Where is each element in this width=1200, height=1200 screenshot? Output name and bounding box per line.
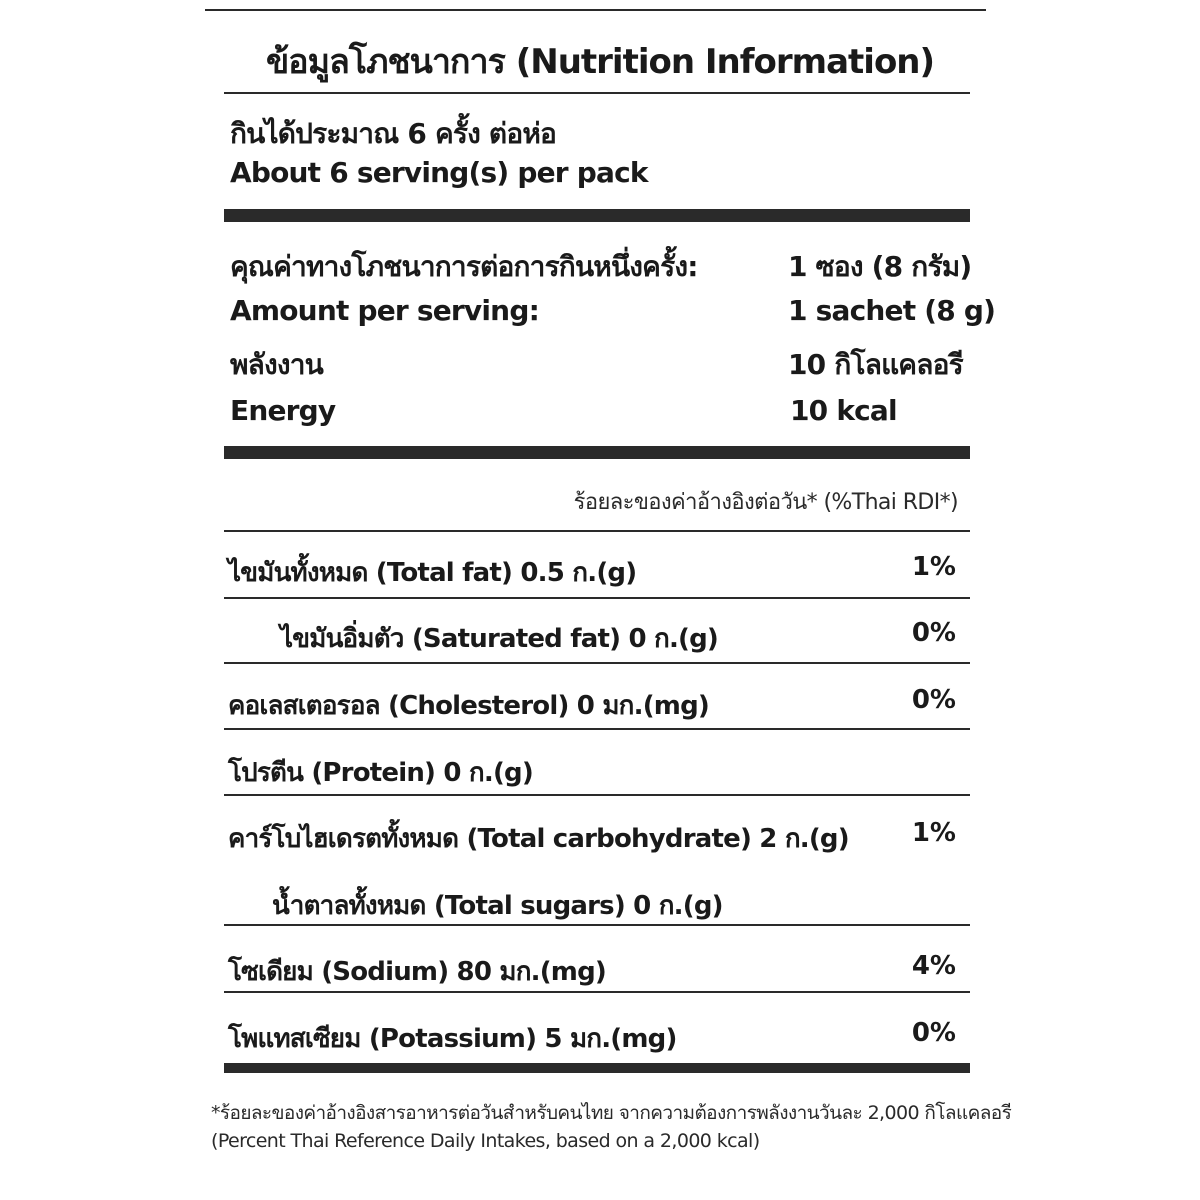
title-divider <box>224 92 970 94</box>
thick-divider-1 <box>224 209 970 222</box>
nutrient-potassium: โพแทสเซียม (Potassium) 5 มก.(mg) <box>228 1024 677 1054</box>
row-divider-4 <box>224 794 970 796</box>
nutrient-cholesterol: คอเลสเตอรอล (Cholesterol) 0 มก.(mg) <box>228 691 709 721</box>
row-divider-3 <box>224 728 970 730</box>
energy-label-english: Energy <box>230 394 336 427</box>
thick-divider-2 <box>224 446 970 459</box>
per-serving-label-english: Amount per serving: <box>230 294 539 327</box>
nutrient-potassium-percent: 0% <box>911 1018 956 1048</box>
footnote-english: (Percent Thai Reference Daily Intakes, based on a 2,000 kcal) <box>211 1130 760 1152</box>
bottom-thick-divider <box>224 1063 970 1073</box>
nutrient-cholesterol-percent: 0% <box>911 685 956 715</box>
nutrient-total-fat-percent: 1% <box>911 552 956 582</box>
row-divider-0 <box>224 530 970 532</box>
row-divider-6 <box>224 991 970 993</box>
nutrient-total-sugars: น้ำตาลทั้งหมด (Total sugars) 0 ก.(g) <box>272 891 723 921</box>
energy-value-english: 10 kcal <box>790 394 897 427</box>
nutrient-sodium: โซเดียม (Sodium) 80 มก.(mg) <box>228 957 606 987</box>
energy-label-thai: พลังงาน <box>230 348 324 381</box>
top-border <box>205 9 986 11</box>
row-divider-1 <box>224 597 970 599</box>
per-serving-value-thai: 1 ซอง (8 กรัม) <box>788 250 972 283</box>
per-serving-label-thai: คุณค่าทางโภชนาการต่อการกินหนึ่งครั้ง: <box>230 250 698 283</box>
nutrient-saturated-fat-percent: 0% <box>911 618 956 648</box>
nutrient-total-fat: ไขมันทั้งหมด (Total fat) 0.5 ก.(g) <box>228 558 637 588</box>
rdi-header: ร้อยละของค่าอ้างอิงต่อวัน* (%Thai RDI*) <box>573 490 958 515</box>
per-serving-value-english: 1 sachet (8 g) <box>788 294 996 327</box>
nutrient-protein: โปรตีน (Protein) 0 ก.(g) <box>228 758 533 788</box>
nutrient-sodium-percent: 4% <box>911 951 956 981</box>
servings-english: About 6 serving(s) per pack <box>230 156 648 189</box>
row-divider-5 <box>224 924 970 926</box>
servings-thai: กินได้ประมาณ 6 ครั้ง ต่อห่อ <box>230 117 557 150</box>
nutrient-total-carbohydrate-percent: 1% <box>911 818 956 848</box>
row-divider-2 <box>224 662 970 664</box>
footnote-thai: *ร้อยละของค่าอ้างอิงสารอาหารต่อวันสำหรับคนไทย จากความต้องการพลังงานวันละ 2,000 กิโลแคลอรี <box>211 1102 1012 1124</box>
page-title: ข้อมูลโภชนาการ (Nutrition Information) <box>265 42 935 82</box>
nutrient-saturated-fat: ไขมันอิ่มตัว (Saturated fat) 0 ก.(g) <box>280 624 718 654</box>
nutrient-total-carbohydrate: คาร์โบไฮเดรตทั้งหมด (Total carbohydrate) 2 ก.(g) <box>228 824 849 854</box>
energy-value-thai: 10 กิโลแคลอรี <box>788 348 963 381</box>
